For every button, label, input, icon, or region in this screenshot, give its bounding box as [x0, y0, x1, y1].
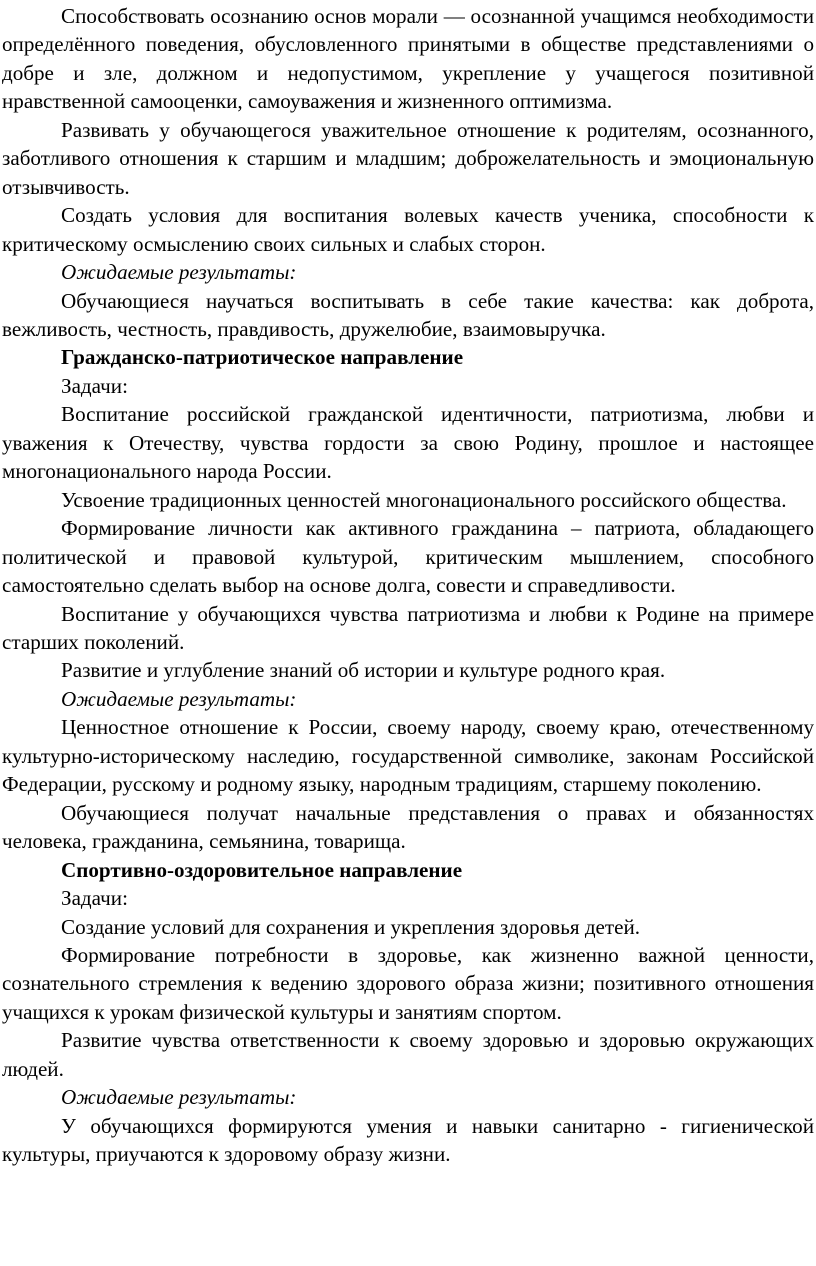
paragraph-qualities: Обучающиеся научаться воспитывать в себе такие качества: как доброта, вежливость, честность, правдивость, дружелюбие, взаимовыручка.: [2, 288, 814, 341]
paragraph-responsibility: Развитие чувства ответственности к своему здоровью и здоровью окружающих людей.: [2, 1028, 814, 1081]
paragraph-local-history: Развитие и углубление знаний об истории и культуре родного края.: [61, 658, 666, 683]
paragraph-civic-identity: Воспитание российской гражданской идентичности, патриотизма, любви и уважения к Отечеству, чувства гордости за свою Родину, прошлое и настоящее многонационального народа России.: [2, 402, 814, 484]
tasks-label: Задачи:: [61, 373, 128, 398]
paragraph-patriotism: Воспитание у обучающихся чувства патриотизма и любви к Родине на примере старших поколений.: [2, 601, 814, 654]
paragraph-hygiene-skills: У обучающихся формируются умения и навыки санитарно - гигиенической культуры, приучаются к здоровому образу жизни.: [2, 1113, 814, 1167]
paragraph-healthy-lifestyle: Формирование потребности в здоровье, как жизненно важной ценности, сознательного стремления к ведению здорового образа жизни; позитивного отношения учащихся к урокам физической культуры и занятиям спортом.: [2, 942, 814, 1024]
paragraph-respect-parents: Развивать у обучающегося уважительное отношение к родителям, осознанного, заботливого отношения к старшим и младшим; доброжелательность и эмоциональную отзывчивость.: [2, 117, 814, 199]
section-heading-sports-health: Спортивно-оздоровительное направление: [61, 857, 463, 882]
expected-results-label: Ожидаемые результаты:: [61, 686, 297, 711]
paragraph-value-attitude: Ценностное отношение к России, своему народу, своему краю, отечественному культурно-историческому наследию, государственной символике, законам Российской Федерации, русскому и родному языку, народным традициям, старшему поколению.: [2, 715, 814, 797]
section-heading-civic-patriotic: Гражданско-патриотическое направление: [61, 345, 464, 370]
paragraph-health-conditions: Создание условий для сохранения и укрепления здоровья детей.: [61, 914, 641, 939]
paragraph-traditional-values: Усвоение традиционных ценностей многонационального российского общества.: [61, 487, 787, 512]
expected-results-label: Ожидаемые результаты:: [61, 260, 297, 285]
paragraph-rights-duties: Обучающиеся получат начальные представления о правах и обязанностях человека, гражданина, семьянина, товарища.: [2, 800, 814, 854]
tasks-label: Задачи:: [61, 886, 128, 911]
expected-results-label: Ожидаемые результаты:: [61, 1085, 297, 1110]
paragraph-morality-awareness: Способствовать осознанию основ морали — осознанной учащимся необходимости определённого поведения, обусловленного принятыми в обществе представлениями о добре и зле, должном и недопустимом, укрепление у учащегося позитивной нравственной самооценки, самоуважения и жизненного оптимизма.: [2, 4, 814, 114]
paragraph-willpower: Создать условия для воспитания волевых качеств ученика, способности к критическому осмыслению своих сильных и слабых сторон.: [2, 203, 814, 256]
paragraph-active-citizen: Формирование личности как активного гражданина – патриота, обладающего политической и правовой культурой, критическим мышлением, способного самостоятельно сделать выбор на основе долга, совести и справедливости.: [2, 516, 814, 598]
